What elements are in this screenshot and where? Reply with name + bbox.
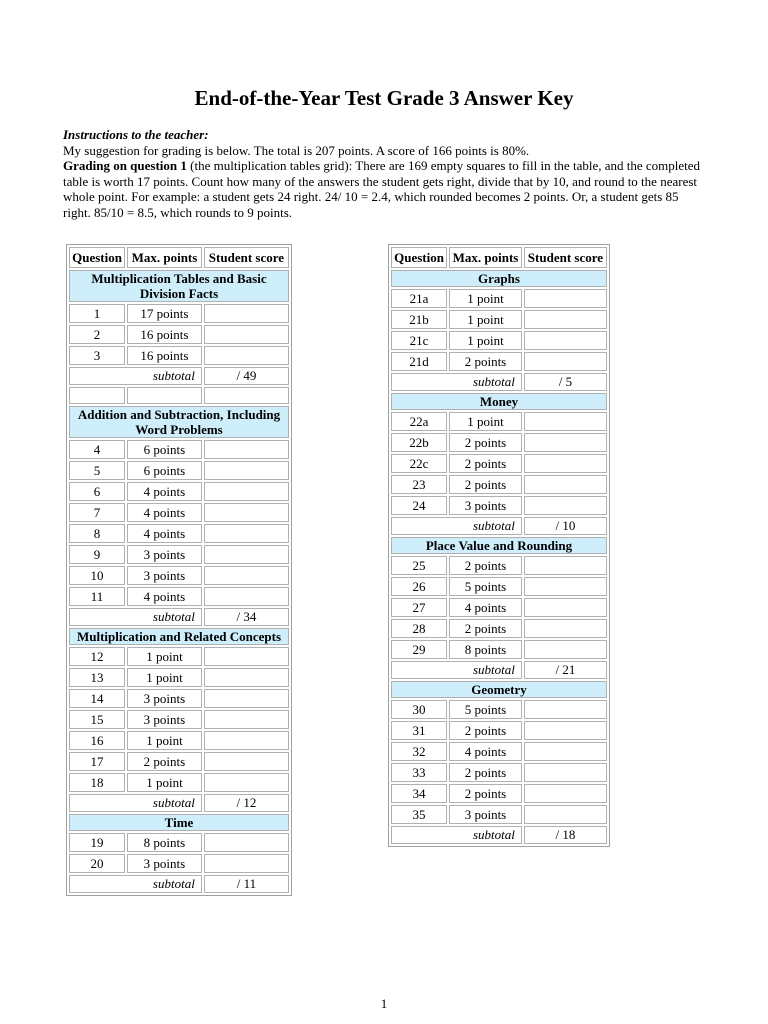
max-points: 17 points [127,304,202,323]
question-number: 16 [69,731,125,750]
max-points: 4 points [127,503,202,522]
question-number: 30 [391,700,447,719]
section-header-row [69,814,289,831]
student-score-cell[interactable] [204,566,289,585]
max-points: 3 points [449,496,522,515]
table-header-row [391,247,607,268]
instructions-q1 [63,158,703,220]
question-number: 25 [391,556,447,575]
student-score-cell[interactable] [524,577,607,596]
section-title: Multiplication Tables and Basic Division Facts [69,270,289,302]
subtotal-label: subtotal [69,608,202,626]
table-row [69,833,289,852]
max-points: 5 points [449,577,522,596]
subtotal-row [391,826,607,844]
section-header-row [69,628,289,645]
question-number: 28 [391,619,447,638]
table-row [391,331,607,350]
question-number: 35 [391,805,447,824]
section-header-row [391,270,607,287]
student-score-cell[interactable] [204,503,289,522]
question-number: 21c [391,331,447,350]
question-number: 21b [391,310,447,329]
table-row [69,647,289,666]
subtotal-total: / 21 [524,661,607,679]
student-score-cell[interactable] [524,784,607,803]
table-row [391,742,607,761]
student-score-cell[interactable] [204,304,289,323]
table-row [391,784,607,803]
table-row [391,805,607,824]
student-score-cell[interactable] [204,854,289,873]
table-row [391,598,607,617]
section-title: Place Value and Rounding [391,537,607,554]
max-points: 4 points [127,587,202,606]
student-score-cell[interactable] [524,556,607,575]
question-number: 3 [69,346,125,365]
question-number: 22b [391,433,447,452]
max-points: 8 points [127,833,202,852]
max-points: 3 points [127,689,202,708]
question-number: 32 [391,742,447,761]
blank-cell [204,387,289,404]
section-title: Addition and Subtraction, Including Word Problems [69,406,289,438]
student-score-cell[interactable] [204,710,289,729]
student-score-cell[interactable] [524,742,607,761]
question-number: 2 [69,325,125,344]
header-student-score: Student score [524,247,607,268]
table-row [391,352,607,371]
question-number: 1 [69,304,125,323]
table-row [69,752,289,771]
subtotal-total: / 18 [524,826,607,844]
max-points: 2 points [449,784,522,803]
student-score-cell[interactable] [524,805,607,824]
max-points: 2 points [449,763,522,782]
max-points: 2 points [449,433,522,452]
subtotal-total: / 12 [204,794,289,812]
question-number: 7 [69,503,125,522]
student-score-cell[interactable] [204,689,289,708]
section-header-row [69,270,289,302]
question-number: 22c [391,454,447,473]
student-score-cell[interactable] [524,700,607,719]
table-row [69,710,289,729]
student-score-cell[interactable] [204,587,289,606]
question-number: 27 [391,598,447,617]
max-points: 1 point [449,289,522,308]
max-points: 2 points [127,752,202,771]
student-score-cell[interactable] [524,640,607,659]
max-points: 16 points [127,346,202,365]
table-row [69,773,289,792]
question-number: 31 [391,721,447,740]
max-points: 3 points [127,545,202,564]
student-score-cell[interactable] [524,310,607,329]
table-row [69,482,289,501]
student-score-cell[interactable] [524,763,607,782]
question-number: 18 [69,773,125,792]
subtotal-label: subtotal [391,373,522,391]
question-number: 12 [69,647,125,666]
student-score-cell[interactable] [204,752,289,771]
blank-row [69,387,289,404]
table-row [391,640,607,659]
blank-cell [69,387,125,404]
subtotal-label: subtotal [391,517,522,535]
question-number: 15 [69,710,125,729]
question-number: 21a [391,289,447,308]
table-row [69,854,289,873]
student-score-cell[interactable] [204,524,289,543]
question-number: 4 [69,440,125,459]
max-points: 1 point [449,310,522,329]
subtotal-row [69,794,289,812]
max-points: 3 points [127,854,202,873]
subtotal-row [69,608,289,626]
table-row [69,668,289,687]
section-header-row [391,681,607,698]
page-number: 1 [380,996,388,1011]
section-title: Geometry [391,681,607,698]
table-row [69,731,289,750]
table-row [391,475,607,494]
student-score-cell[interactable] [524,598,607,617]
question-number: 23 [391,475,447,494]
student-score-cell[interactable] [204,668,289,687]
section-header-row [391,537,607,554]
question-number: 8 [69,524,125,543]
table-row [391,721,607,740]
question-number: 29 [391,640,447,659]
subtotal-total: / 11 [204,875,289,893]
section-header-row [69,406,289,438]
student-score-cell[interactable] [524,412,607,431]
header-question: Question [69,247,125,268]
student-score-cell[interactable] [204,461,289,480]
student-score-cell[interactable] [524,619,607,638]
student-score-cell[interactable] [524,721,607,740]
max-points: 4 points [449,742,522,761]
max-points: 8 points [449,640,522,659]
question-number: 14 [69,689,125,708]
student-score-cell[interactable] [204,647,289,666]
max-points: 4 points [127,524,202,543]
student-score-cell[interactable] [524,433,607,452]
max-points: 2 points [449,619,522,638]
header-question: Question [391,247,447,268]
student-score-cell[interactable] [524,475,607,494]
section-title: Graphs [391,270,607,287]
section-title: Money [391,393,607,410]
page-title: End-of-the-Year Test Grade 3 Answer Key [194,86,574,110]
table-row [391,619,607,638]
question-number: 6 [69,482,125,501]
student-score-cell[interactable] [204,346,289,365]
table-row [391,496,607,515]
subtotal-label: subtotal [69,875,202,893]
max-points: 4 points [449,598,522,617]
question-number: 10 [69,566,125,585]
question-number: 33 [391,763,447,782]
table-row [69,461,289,480]
table-row [69,346,289,365]
max-points: 2 points [449,475,522,494]
max-points: 6 points [127,461,202,480]
section-title: Time [69,814,289,831]
max-points: 2 points [449,721,522,740]
question-number: 34 [391,784,447,803]
student-score-cell[interactable] [204,731,289,750]
table-row [69,325,289,344]
subtotal-total: / 34 [204,608,289,626]
question-number: 17 [69,752,125,771]
student-score-cell[interactable] [524,454,607,473]
subtotal-total: / 5 [524,373,607,391]
subtotal-row [391,517,607,535]
section-header-row [391,393,607,410]
question-number: 9 [69,545,125,564]
header-student-score: Student score [204,247,289,268]
max-points: 3 points [449,805,522,824]
subtotal-row [391,373,607,391]
student-score-cell[interactable] [204,833,289,852]
instructions-heading: Instructions to the teacher: [63,127,209,142]
blank-cell [127,387,202,404]
max-points: 2 points [449,352,522,371]
table-row [391,289,607,308]
max-points: 4 points [127,482,202,501]
student-score-cell[interactable] [204,545,289,564]
grading-table-right [388,244,610,847]
max-points: 5 points [449,700,522,719]
table-row [391,310,607,329]
question-number: 5 [69,461,125,480]
subtotal-label: subtotal [69,794,202,812]
subtotal-total: / 10 [524,517,607,535]
table-row [69,587,289,606]
question-number: 13 [69,668,125,687]
section-title: Multiplication and Related Concepts [69,628,289,645]
table-row [69,524,289,543]
table-row [69,545,289,564]
max-points: 1 point [449,412,522,431]
grading-table-left [66,244,292,896]
question-number: 22a [391,412,447,431]
student-score-cell[interactable] [204,325,289,344]
instructions [63,127,703,221]
subtotal-label: subtotal [69,367,202,385]
subtotal-total: / 49 [204,367,289,385]
q1-text: (the multiplication tables grid): There are 169 empty squares to fill in the table, and the completed table is worth 17 points. Count how many of the answers the student gets right, divide that by 10, and round to the nearest whole point. For example: a student gets 24 right. 24/ 10 = 2.4, which rounded becomes 2 points. Or, a student gets 85 right. 85/10 = 8.5, which rounds to 9 points. [63,158,701,220]
table-row [391,700,607,719]
table-row [391,454,607,473]
max-points: 6 points [127,440,202,459]
question-number: 20 [69,854,125,873]
max-points: 1 point [127,647,202,666]
subtotal-row [391,661,607,679]
question-number: 11 [69,587,125,606]
max-points: 16 points [127,325,202,344]
max-points: 1 point [127,668,202,687]
table-row [69,503,289,522]
student-score-cell[interactable] [204,440,289,459]
max-points: 1 point [449,331,522,350]
max-points: 1 point [127,731,202,750]
max-points: 3 points [127,566,202,585]
header-max-points: Max. points [449,247,522,268]
student-score-cell[interactable] [524,331,607,350]
student-score-cell[interactable] [204,773,289,792]
table-row [69,440,289,459]
instructions-line1: My suggestion for grading is below. The total is 207 points. A score of 166 points is 80%. [63,142,530,158]
student-score-cell[interactable] [524,289,607,308]
table-row [69,689,289,708]
table-row [391,763,607,782]
student-score-cell[interactable] [524,496,607,515]
subtotal-label: subtotal [391,661,522,679]
table-row [391,433,607,452]
q1-label: Grading on question 1 [63,158,187,174]
max-points: 1 point [127,773,202,792]
subtotal-label: subtotal [391,826,522,844]
table-row [391,577,607,596]
max-points: 3 points [127,710,202,729]
table-row [69,566,289,585]
question-number: 26 [391,577,447,596]
subtotal-row [69,367,289,385]
table-header-row [69,247,289,268]
max-points: 2 points [449,556,522,575]
max-points: 2 points [449,454,522,473]
header-max-points: Max. points [127,247,202,268]
subtotal-row [69,875,289,893]
question-number: 19 [69,833,125,852]
question-number: 24 [391,496,447,515]
question-number: 21d [391,352,447,371]
table-row [391,412,607,431]
student-score-cell[interactable] [524,352,607,371]
table-row [391,556,607,575]
table-row [69,304,289,323]
student-score-cell[interactable] [204,482,289,501]
